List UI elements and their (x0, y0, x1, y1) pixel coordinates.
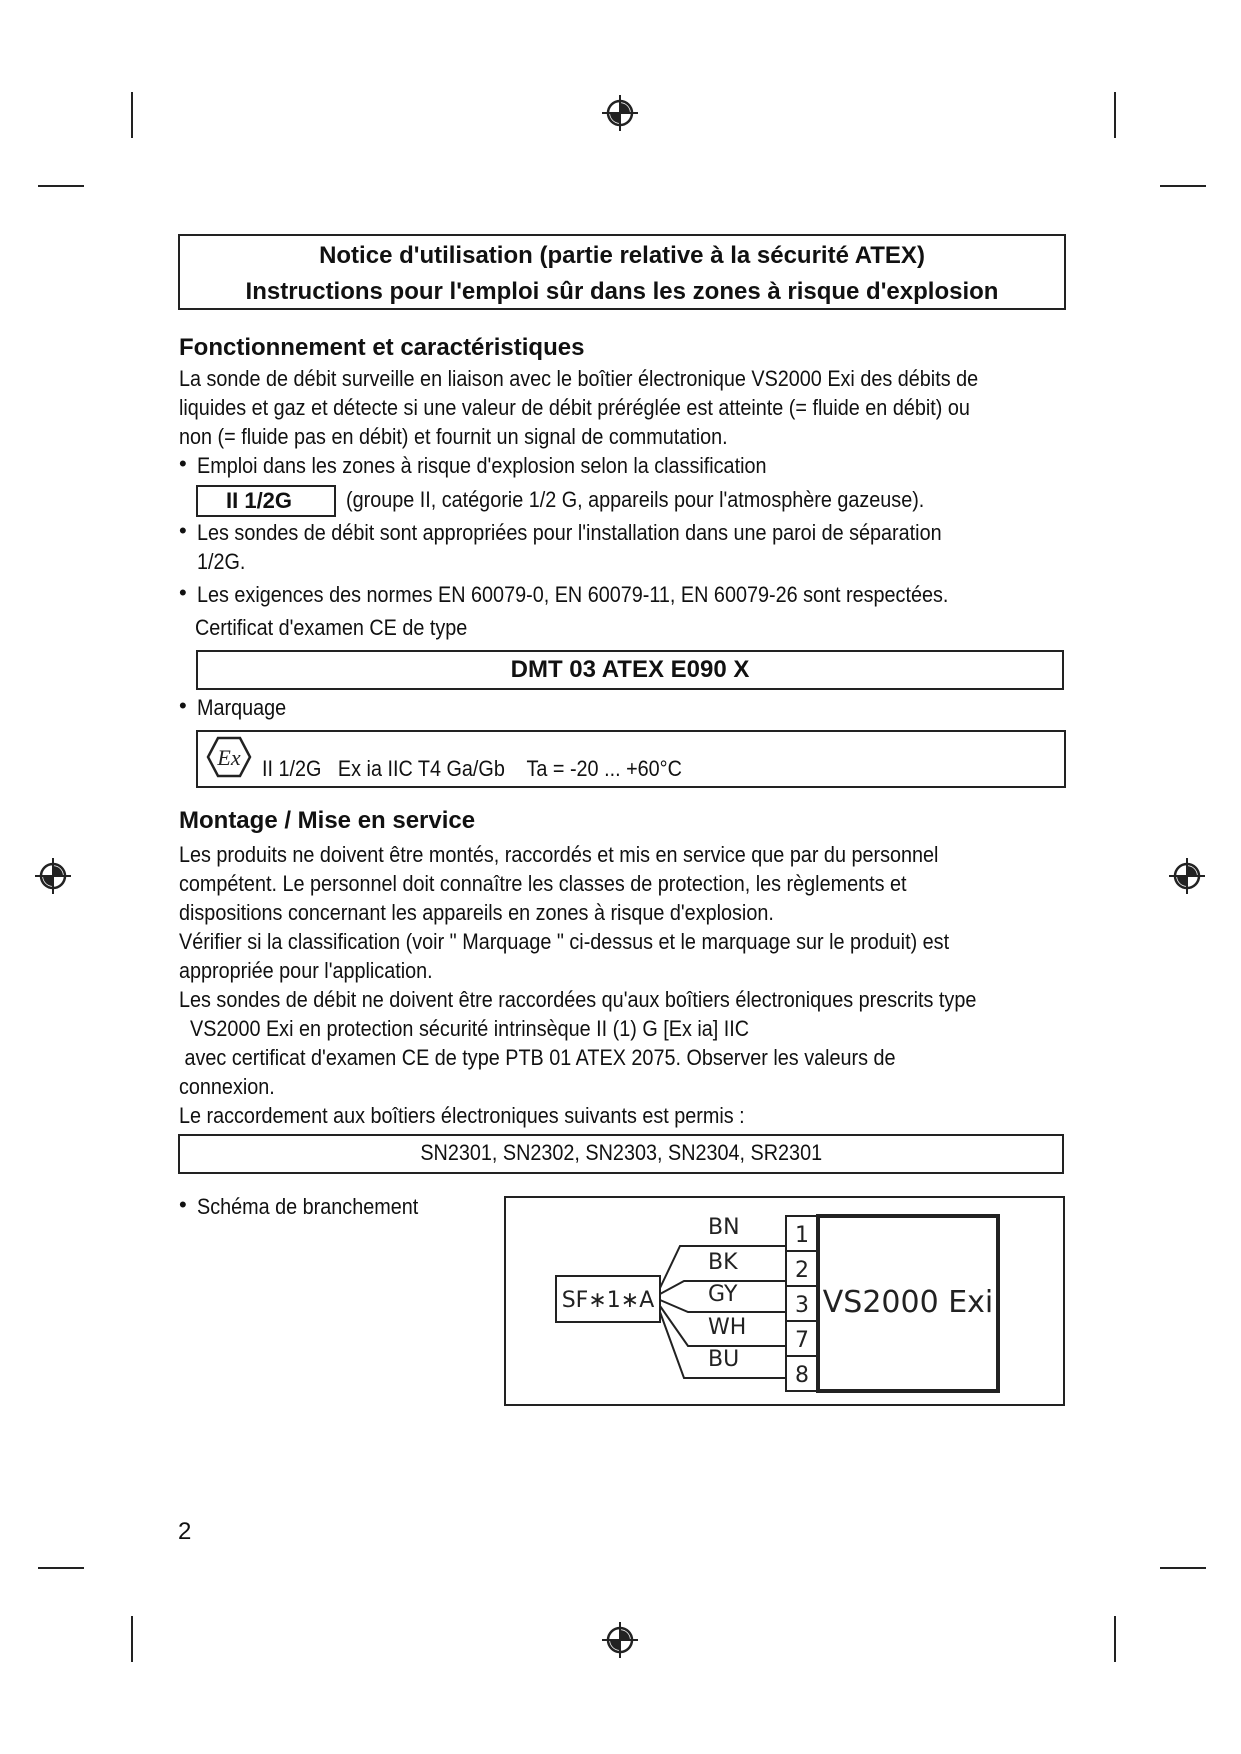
terminal-3: 3 (795, 1293, 809, 1318)
document-title-box (178, 234, 1066, 310)
installation-line-10: Le raccordement aux boîtiers électroniques suivants est permis : (179, 1103, 745, 1128)
ex-hexagon-icon (206, 736, 252, 778)
wire-label-wh: WH (708, 1315, 747, 1340)
certificate-number-box (196, 650, 1064, 690)
registration-mark-right-icon (1167, 856, 1207, 896)
bullet-dot: • (179, 580, 187, 605)
allowed-units-box (178, 1134, 1064, 1174)
crop-mark-bottom-right-h (1160, 1567, 1206, 1569)
installation-line-6: Les sondes de débit ne doivent être raccordées qu'aux boîtiers électroniques prescrits type (179, 987, 977, 1012)
terminal-2: 2 (795, 1258, 809, 1283)
wire-label-gy: GY (708, 1282, 738, 1307)
bullet-dot: • (179, 518, 187, 543)
function-paragraph-line-2: liquides et gaz et détecte si une valeur de débit préréglée est atteinte (= fluide en débit) ou (179, 395, 970, 420)
bullet-separation-line-1: Les sondes de débit sont appropriées pour l'installation dans une paroi de séparation (197, 520, 942, 545)
section-heading-function: Fonctionnement et caractéristiques (179, 334, 585, 361)
installation-line-1: Les produits ne doivent être montés, raccordés et mis en service que par du personnel (179, 842, 939, 867)
classification-description: (groupe II, catégorie 1/2 G, appareils pour l'atmosphère gazeuse). (346, 487, 925, 512)
installation-line-2: compétent. Le personnel doit connaître les classes de protection, les règlements et (179, 871, 907, 896)
wiring-diagram (504, 1196, 1065, 1406)
crop-mark-bottom-left-v (131, 1616, 133, 1662)
function-paragraph-line-1: La sonde de débit surveille en liaison avec le boîtier électronique VS2000 Exi des débits de (179, 366, 979, 391)
registration-mark-bottom-icon (600, 1620, 640, 1660)
installation-line-9: connexion. (179, 1074, 275, 1099)
marking-label: Marquage (197, 695, 287, 720)
bullet-separation-line-2: 1/2G. (197, 549, 246, 574)
crop-mark-top-left-h (38, 185, 84, 187)
terminal-7: 7 (795, 1328, 809, 1353)
crop-mark-bottom-right-v (1114, 1616, 1116, 1662)
section-heading-installation: Montage / Mise en service (179, 807, 476, 834)
function-paragraph-line-3: non (= fluide pas en débit) et fournit un signal de commutation. (179, 424, 728, 449)
registration-mark-top-icon (600, 93, 640, 133)
page-number: 2 (178, 1518, 192, 1545)
allowed-units-text: SN2301, SN2302, SN2303, SN2304, SR2301 (420, 1140, 822, 1165)
bullet-dot: • (179, 1192, 187, 1217)
unit-label: VS2000 Exi (822, 1285, 994, 1320)
certificate-number: DMT 03 ATEX E090 X (510, 656, 750, 683)
sensor-label: SF∗1∗A (561, 1288, 655, 1313)
ex-symbol-text: Ex (217, 745, 241, 770)
terminal-8: 8 (795, 1363, 809, 1388)
certificate-label: Certificat d'examen CE de type (195, 615, 468, 640)
crop-mark-top-left-v (131, 92, 133, 138)
registration-mark-left-icon (33, 856, 73, 896)
wiring-label: Schéma de branchement (197, 1194, 419, 1219)
classification-box: II 1/2G (196, 485, 336, 517)
crop-mark-bottom-left-h (38, 1567, 84, 1569)
installation-line-5: appropriée pour l'application. (179, 958, 433, 983)
title-line-1: Notice d'utilisation (partie relative à la sécurité ATEX) (319, 242, 925, 269)
crop-mark-top-right-v (1114, 92, 1116, 138)
bullet-standards: Les exigences des normes EN 60079-0, EN 60079-11, EN 60079-26 sont respectées. (197, 582, 949, 607)
wire-label-bu: BU (708, 1347, 740, 1372)
installation-line-7: VS2000 Exi en protection sécurité intrinsèque II (1) G [Ex ia] IIC (179, 1016, 750, 1041)
crop-mark-top-right-h (1160, 185, 1206, 187)
bullet-dot: • (179, 451, 187, 476)
bullet-zones: Emploi dans les zones à risque d'explosion selon la classification (197, 453, 767, 478)
installation-line-8: avec certificat d'examen CE de type PTB 01 ATEX 2075. Observer les valeurs de (179, 1045, 896, 1070)
bullet-dot: • (179, 693, 187, 718)
installation-line-3: dispositions concernant les appareils en zones à risque d'explosion. (179, 900, 774, 925)
wire-label-bn: BN (708, 1215, 740, 1240)
marking-box (196, 730, 1066, 788)
title-line-2: Instructions pour l'emploi sûr dans les zones à risque d'explosion (245, 278, 999, 305)
installation-line-4: Vérifier si la classification (voir " Marquage " ci-dessus et le marquage sur le produit) est (179, 929, 950, 954)
terminal-1: 1 (795, 1223, 809, 1248)
wire-label-bk: BK (708, 1250, 738, 1275)
marking-text: II 1/2G Ex ia IIC T4 Ga/Gb Ta = -20 ... +60°C (262, 756, 682, 781)
